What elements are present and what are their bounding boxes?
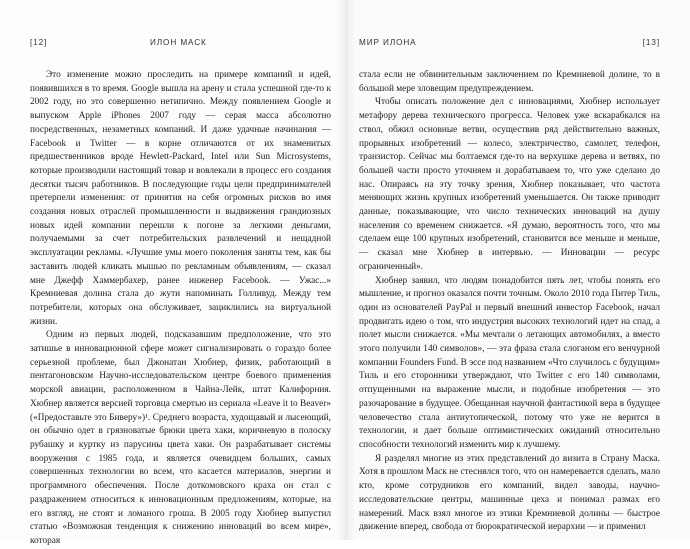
left-page-text [30,69,331,549]
paragraph: Чтобы описать положение дел с инновациями, Хюбнер использует метафору дерева технического прогресса. Человек уже вскарабкался на ствол, обжил основные ветви, осуществив ряд действительно важных, прорывных изобретений — колесо, электричество, самолет, телефон, транзистор. Сейчас мы болтаемся где-то на верхушке дерева и ветвях, по большей части просто уточняем и дорабатываем то, что уже сделано до нас. Опираясь на эту точку зрения, Хюбнер показывает, что частота меняющих жизнь крупных изобретений уменьшается. Он также приводит данные, показывающие, что число технических инноваций на душу населения со временем снижается. «Я думаю, вероятность того, что мы сделаем еще 100 крупных изобретений, становится все меньше и меньше, — сказал мне Хюбнер в интервью. — Инновации — ресурс ограниченный». [359,97,660,272]
paragraph: Одним из первых людей, подсказавшим предположение, что это затишье в инновационной сфере может сигнализировать о гораздо более серьезной проблеме, был Джонатан Хюбнер, физик, работающий в пентагоновском Научно-исследовательском центре боевого применения морской авиации, расположенном в Чайна-Лейк, штат Калифорния. Хюбнер является версией торговца смертью из сериала «Leave it to Beaver» («Предоставьте это Биверу»)¹. Среднего возраста, худощавый и лысеющий, он обычно одет в грязноватые брюки цвета хаки, коричневую в полоску рубашку и куртку из парусины цвета хаки. Он разрабатывает системы вооружения с 1985 года, и является очевидцем больших, самых совершенных технологии во всем, что касается материалов, энергии и программного обеспечения. После доткомовского краха он стал с раздражением относиться к инновационным предложениям, которые, на его взгляд, не стоят и ломаного гроша. В 2005 году Хюбнер выпустил статью «Возможная тенденция к снижению инноваций во всем мире», которая [30,330,331,546]
left-page [0,0,345,546]
running-title-right: МИР ИЛОНА [359,38,417,47]
paragraph: Хюбнер заявил, что людям понадобится пять лет, чтобы понять его мышление, и прогноз оказался почти точным. Около 2010 года Питер Тиль, один из основателей PayPal и первый внешний инвестор Facebook, начал продвигать идею о том, что индустрия высоких технологий идет на спад, а полет мысли снижается. «Мы мечтали о летающих автомобилях, а вместо этого получили 140 символов», — эта фраза стала слоганом его венчурной компании Founders Fund. В эссе под названием «Что случилось с будущим» Тиль и его сторонники утверждают, что Twitter с его 140 символами, отпущенными на выражение мысли, и подобные изобретения — это разочарование в будущее. Обещанная научной фантастикой вера в будущее человечество стала антиутопической, потому что уже не верится в технологии, и дает больше оптимистических ожиданий относительно способности технологий изменить мир к лучшему. [359,275,660,450]
right-page-text [359,69,660,535]
paragraph: Я разделял многие из этих представлений до визита в Страну Маска. Хотя в прошлом Маск не стеснялся того, что он намеревается сделать, мало кто, кроме сотрудников его компаний, видел заводы, научно-исследовательские центры, машинные цеха и понимал размах его намерений. Маск взял многое из этики Кремниевой долины — быстрое движение вперед, свобода от бюрократической иерархии — и применил [359,453,660,533]
page-number-right: [13] [642,38,660,47]
page-number-left: [12] [30,38,48,47]
paragraph-continued: стала если не обвинительным заключением по Кремниевой долине, то в большой мере зловещим предупреждением. [359,70,660,94]
right-page [345,0,690,540]
paragraph: Это изменение можно проследить на примере компаний и идей, появившихся в то время. Google вышла на арену и стала успешной где-то к 2002 году, но это совершенно нетипично. Между появлением Google и выпуском Apple iPhones 2007 году — серая масса абсолютно посредственных, незаметных компаний. И даже удачные начинания — Facebook и Twitter — в корне отличаются от их знаменитых предшественников вроде Hewlett-Packard, Intel или Sun Microsystems, которые производили настоящий товар и вовлекали в процесс его создания десятки тысяч работников. В последующие годы цели предпринимателей претерпели изменения: от принятия на себя огромных рисков во имя создания новых отраслей промышленности и выдвижения грандиозных новых идей компании перешли к погоне за легкими деньгами, получаемыми за счет потребительских развлечений и нещадной эксплуатации рекламы. «Лучшие умы моего поколения заняты тем, как бы заставить людей кликать мышью по рекламным объявлениям, — сказал мне Джефф Хаммербахер, ранее инженер Facebook. — Ужас...» Кремниевая долина стала до жути напоминать Голливуд. Между тем потребители, которых она обслуживает, зациклились на виртуальной жизни. [30,70,331,327]
running-title-left: ИЛОН МАСК [150,38,207,47]
book-gutter-shadow [336,0,356,540]
